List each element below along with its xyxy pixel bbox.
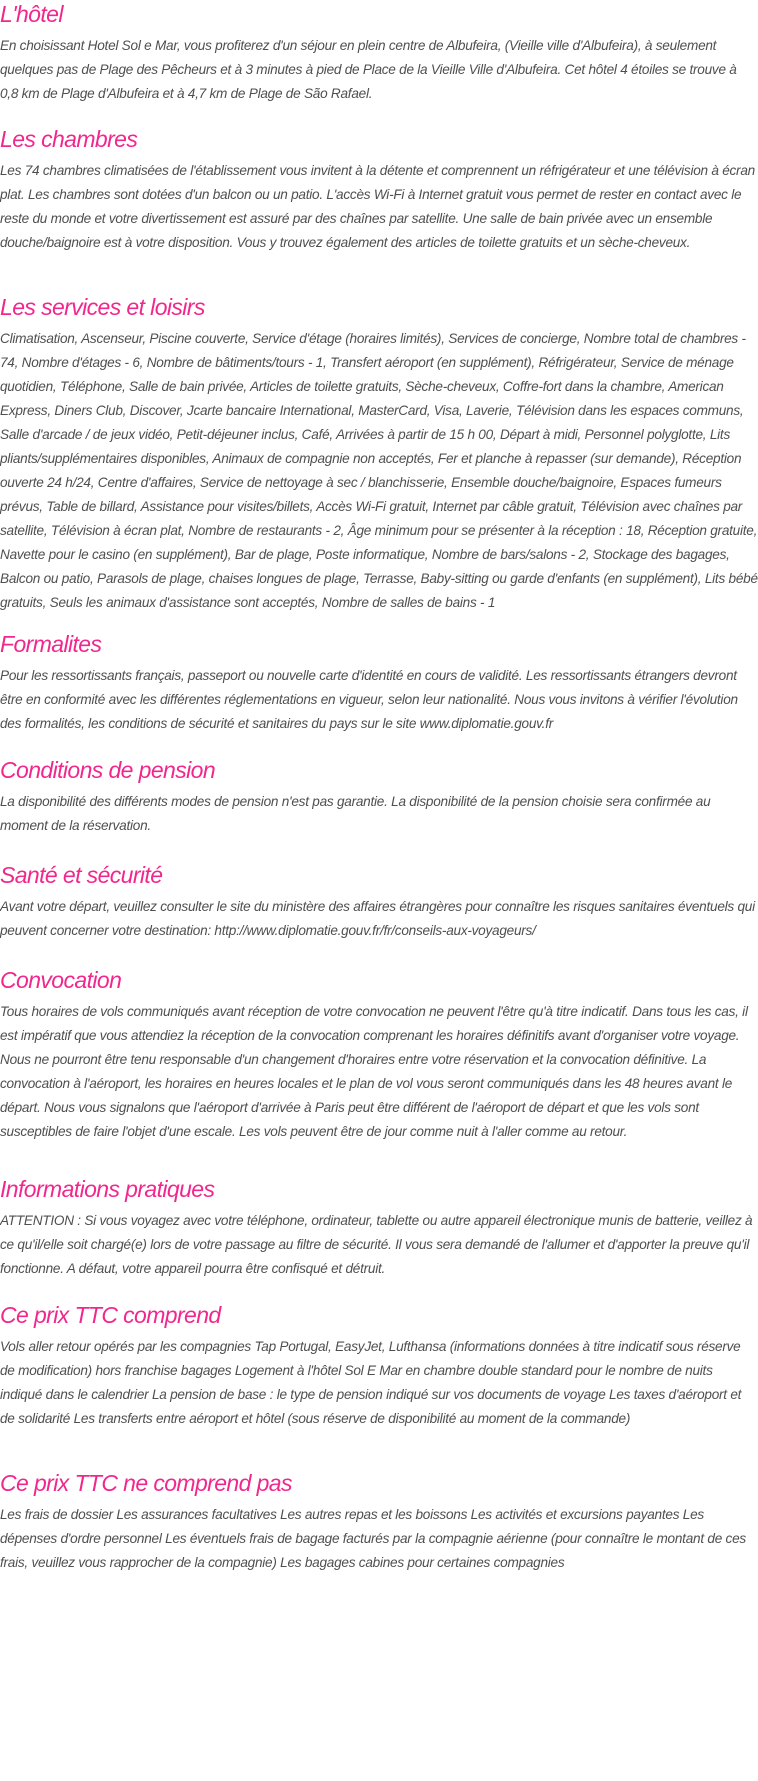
section-body: La disponibilité des différents modes de pension n'est pas garantie. La disponibilité de la pension choisie sera confirmée au moment de la réservation. — [0, 794, 711, 833]
section-body: Vols aller retour opérés par les compagnies Tap Portugal, EasyJet, Lufthansa (informations données à titre indicatif sous réserve de modification) hors franchise bagages Logement à l'hôtel Sol E Mar en chambre double standard pour le nombre de nuits indiqué dans le calendrier La pension de base : le type de pension indiqué sur vos documents de voyage Les taxes d'aéroport et de solidarité Les transferts entre aéroport et hôtel (sous réserve de disponibilité au moment de la commande) — [0, 1339, 742, 1426]
section-price-excludes — [0, 1469, 758, 1575]
section-board-conditions — [0, 756, 758, 838]
section-price-includes — [0, 1301, 758, 1431]
section-body: ATTENTION : Si vous voyagez avec votre téléphone, ordinateur, tablette ou autre appareil électronique munis de batterie, veillez à ce qu'il/elle soit chargé(e) lors de votre passage au filtre de sécurité. Il vous sera demandé de l'allumer et d'apporter la preuve qu'il fonctionne. A défaut, votre appareil pourra être confisqué et détruit. — [0, 1213, 753, 1276]
section-title: Conditions de pension — [0, 757, 216, 783]
section-title: Santé et sécurité — [0, 862, 163, 888]
section-title: Les chambres — [0, 126, 138, 152]
section-hotel — [0, 0, 758, 106]
section-body: Avant votre départ, veuillez consulter le site du ministère des affaires étrangères pour connaître les risques sanitaires éventuels qui peuvent concerner votre destination: http://www.diplomatie.gouv.fr/fr/conseils-aux-voyageurs/ — [0, 899, 755, 938]
section-body: Les frais de dossier Les assurances facultatives Les autres repas et les boissons Les activités et excursions payantes Les dépenses d'ordre personnel Les éventuels frais de bagage facturés par la compagnie aérienne (pour connaître le montant de ces frais, veuillez vous rapprocher de la compagnie) Les bagages cabines pour certaines compagnies — [0, 1507, 746, 1570]
section-health-safety — [0, 861, 758, 943]
section-rooms — [0, 125, 758, 255]
section-body: Tous horaires de vols communiqués avant réception de votre convocation ne peuvent l'être qu'à titre indicatif. Dans tous les cas, il est impératif que vous attendiez la réception de la convocation comprenant les horaires définitifs avant d'organiser votre voyage. Nous ne pourront être tenu responsable d'un changement d'horaires entre votre réservation et la convocation définitive. La convocation à l'aéroport, les horaires en heures locales et le plan de vol vous seront communiqués dans les 48 heures avant le départ. Nous vous signalons que l'aéroport d'arrivée à Paris peut être différent de l'aéroport de départ et que les vols sont susceptibles de faire l'objet d'une escale. Les vols peuvent être de jour comme nuit à l'aller comme au retour. — [0, 1004, 748, 1139]
section-body: Climatisation, Ascenseur, Piscine couverte, Service d'étage (horaires limités), Services de concierge, Nombre total de chambres - 74, Nombre d'étages - 6, Nombre de bâtiments/tours - 1, Transfert aéroport (en supplément), Réfrigérateur, Service de ménage quotidien, Téléphone, Salle de bain privée, Articles de toilette gratuits, Sèche-cheveux, Coffre-fort dans la chambre, American Express, Diners Club, Discover, Jcarte bancaire International, MasterCard, Visa, Laverie, Télévision dans les espaces communs, Salle d'arcade / de jeux vidéo, Petit-déjeuner inclus, Café, Arrivées à partir de 15 h 00, Départ à midi, Personnel polyglotte, Lits pliants/supplémentaires disponibles, Animaux de compagnie non acceptés, Fer et planche à repasser (sur demande), Réception ouverte 24 h/24, Centre d'affaires, Service de nettoyage à sec / blanchisserie, Ensemble douche/baignoire, Espaces fumeurs prévus, Table de billard, Assistance pour visites/billets, Accès Wi-Fi gratuit, Internet par câble gratuit, Télévision avec chaînes par satellite, Télévision à écran plat, Nombre de restaurants - 2, Âge minimum pour se présenter à la réception : 18, Réception gratuite, Navette pour le casino (en supplément), Bar de plage, Poste informatique, Nombre de bars/salons - 2, Stockage des bagages, Balcon ou patio, Parasols de plage, chaises longues de plage, Terrasse, Baby-sitting ou garde d'enfants (en supplément), Lits bébé gratuits, Seuls les animaux d'assistance sont acceptés, Nombre de salles de bains - 1 — [0, 331, 758, 610]
section-title: Ce prix TTC ne comprend pas — [0, 1470, 292, 1496]
section-title: Convocation — [0, 967, 122, 993]
section-body: Pour les ressortissants français, passeport ou nouvelle carte d'identité en cours de validité. Les ressortissants étrangers devront être en conformité avec les différentes réglementations en vigueur, selon leur nationalité. Nous vous invitons à vérifier l'évolution des formalités, les conditions de sécurité et sanitaires du pays sur le site www.diplomatie.gouv.fr — [0, 668, 738, 731]
section-title: L'hôtel — [0, 1, 63, 27]
section-title: Les services et loisirs — [0, 294, 205, 320]
section-formalities — [0, 630, 758, 736]
section-body: Les 74 chambres climatisées de l'établissement vous invitent à la détente et comprennent un réfrigérateur et une télévision à écran plat. Les chambres sont dotées d'un balcon ou un patio. L'accès Wi-Fi à Internet gratuit vous permet de rester en contact avec le reste du monde et votre divertissement est assuré par des chaînes par satellite. Une salle de bain privée avec un ensemble douche/baignoire est à votre disposition. Vous y trouvez également des articles de toilette gratuits et un sèche-cheveux. — [0, 163, 755, 250]
section-title: Formalites — [0, 631, 102, 657]
section-title: Informations pratiques — [0, 1176, 215, 1202]
section-body: En choisissant Hotel Sol e Mar, vous profiterez d'un séjour en plein centre de Albufeira, (Vieille ville d'Albufeira), à seulement quelques pas de Plage des Pêcheurs et à 3 minutes à pied de Place de la Vieille Ville d'Albufeira. Cet hôtel 4 étoiles se trouve à 0,8 km de Plage d'Albufeira et à 4,7 km de Plage de São Rafael. — [0, 38, 737, 101]
section-title: Ce prix TTC comprend — [0, 1302, 221, 1328]
section-services — [0, 293, 758, 615]
section-convocation — [0, 966, 758, 1144]
section-practical-info — [0, 1175, 758, 1281]
